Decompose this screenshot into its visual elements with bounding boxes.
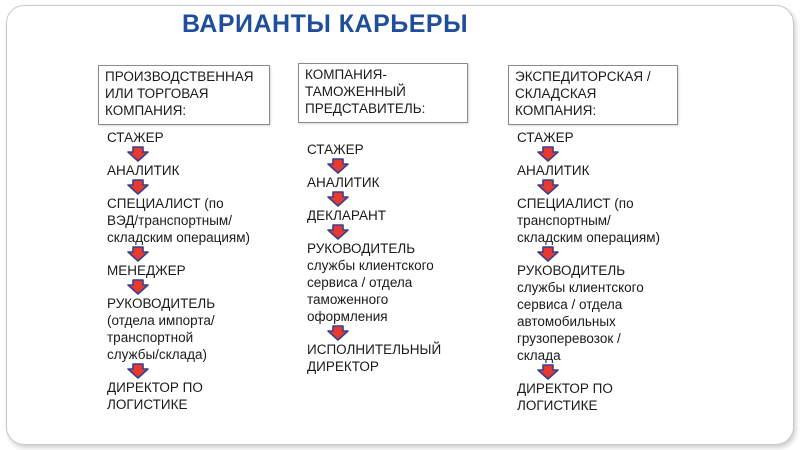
- column-header: ПРОИЗВОДСТВЕННАЯ ИЛИ ТОРГОВАЯ КОМПАНИЯ:: [98, 65, 270, 125]
- down-arrow-icon: [107, 246, 270, 262]
- career-step: АНАЛИТИК: [307, 175, 380, 190]
- career-step: СТАЖЕР: [107, 130, 164, 145]
- career-step: АНАЛИТИК: [517, 163, 590, 178]
- career-steps: [298, 141, 468, 375]
- down-arrow-icon: [517, 246, 678, 262]
- career-column-production: [98, 65, 270, 413]
- column-header: КОМПАНИЯ- ТАМОЖЕННЫЙ ПРЕДСТАВИТЕЛЬ:: [298, 63, 468, 123]
- career-step: ДИРЕКТОР ПО ЛОГИСТИКЕ: [107, 380, 203, 412]
- career-step: СТАЖЕР: [517, 130, 574, 145]
- career-steps: [98, 129, 270, 413]
- career-steps: [508, 129, 678, 414]
- career-step: АНАЛИТИК: [107, 163, 180, 178]
- career-step: СТАЖЕР: [307, 142, 364, 157]
- career-step: СПЕЦИАЛИСТ (по транспортным/ складским операциям): [517, 196, 661, 245]
- career-step: ИСПОЛНИТЕЛЬНЫЙ ДИРЕКТОР: [307, 342, 442, 374]
- page-title: ВАРИАНТЫ КАРЬЕРЫ: [181, 10, 469, 38]
- career-step: РУКОВОДИТЕЛЬ (отдела импорта/ транспортной службы/склада): [107, 296, 216, 362]
- down-arrow-icon: [307, 191, 468, 207]
- career-step: ДЕКЛАРАНТ: [307, 208, 386, 223]
- down-arrow-icon: [307, 325, 468, 341]
- down-arrow-icon: [107, 179, 270, 195]
- career-step: СПЕЦИАЛИСТ (по ВЭД/транспортным/ складским операциям): [107, 196, 251, 245]
- career-column-customs: [298, 63, 468, 375]
- down-arrow-icon: [307, 224, 468, 240]
- career-column-forwarding: [508, 65, 678, 414]
- down-arrow-icon: [517, 146, 678, 162]
- down-arrow-icon: [517, 364, 678, 380]
- down-arrow-icon: [107, 279, 270, 295]
- down-arrow-icon: [107, 363, 270, 379]
- down-arrow-icon: [307, 158, 468, 174]
- career-step: МЕНЕДЖЕР: [107, 263, 186, 278]
- career-step: ДИРЕКТОР ПО ЛОГИСТИКЕ: [517, 381, 613, 413]
- career-step: РУКОВОДИТЕЛЬ службы клиентского сервиса / отдела автомобильных грузоперевозок / склада: [517, 263, 644, 363]
- career-step: РУКОВОДИТЕЛЬ службы клиентского сервиса / отдела таможенного оформления: [307, 241, 434, 324]
- down-arrow-icon: [107, 146, 270, 162]
- down-arrow-icon: [517, 179, 678, 195]
- column-header: ЭКСПЕДИТОРСКАЯ / СКЛАДСКАЯ КОМПАНИЯ:: [508, 65, 678, 125]
